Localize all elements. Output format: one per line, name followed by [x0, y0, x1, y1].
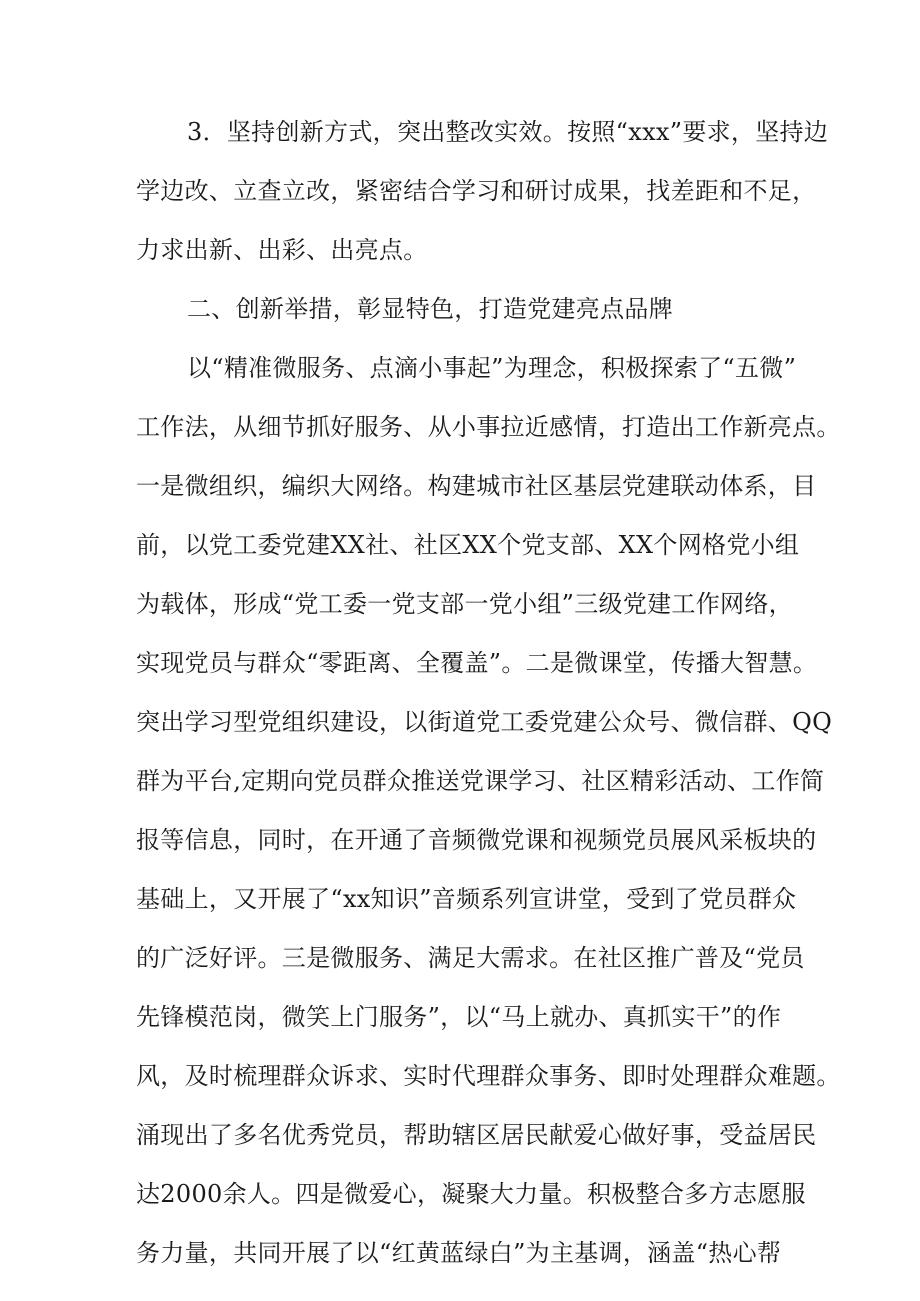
text-line: 力求出新、出彩、出亮点。	[136, 236, 428, 264]
text-line: 为载体，形成“党工委一党支部一党小组”三级党建工作网络，	[136, 590, 793, 618]
text-line: 达2000余人。四是微爱心，凝聚大力量。积极整合多方志愿服	[136, 1180, 806, 1208]
text-line: 工作法，从细节抓好服务、从小事拉近感情，打造出工作新亮点。	[136, 413, 841, 441]
text-line: 先锋模范岗，微笑上门服务”，以“马上就办、真抓实干”的作	[136, 1003, 782, 1031]
text-line: 群为平台,定期向党员群众推送党课学习、社区精彩活动、工作简	[136, 767, 825, 795]
text-line: 前，以党工委党建XX社、社区XX个党支部、XX个网格党小组	[136, 531, 800, 559]
section-heading: 二、创新举措，彰显特色，打造党建亮点品牌	[187, 295, 673, 323]
text-line: 涌现出了多名优秀党员，帮助辖区居民献爱心做好事，受益居民	[136, 1121, 817, 1149]
text-line: 实现党员与群众“零距离、全覆盖”。二是微课堂，传播大智慧。	[136, 649, 818, 677]
text-line: 风，及时梳理群众诉求、实时代理群众事务、即时处理群众难题。	[136, 1062, 841, 1090]
text-line: 学边改、立查立改，紧密结合学习和研讨成果，找差距和不足，	[136, 177, 817, 205]
text-line: 的广泛好评。三是微服务、满足大需求。在社区推广普及“党员	[136, 944, 805, 972]
text-line: 务力量，共同开展了以“红黄蓝绿白”为主基调，涵盖“热心帮	[136, 1239, 782, 1267]
text-line: 以“精准微服务、点滴小事起”为理念，积极探索了“五微”	[187, 354, 797, 382]
text-line: 突出学习型党组织建设，以街道党工委党建公众号、微信群、QQ	[136, 708, 833, 736]
text-line: 一是微组织，编织大网络。构建城市社区基层党建联动体系，目	[136, 472, 817, 500]
text-line: 报等信息，同时，在开通了音频微党课和视频党员展风采板块的	[136, 826, 817, 854]
text-line: 基础上，又开展了“xx知识”音频系列宣讲堂，受到了党员群众	[136, 885, 797, 913]
text-line: 3．坚持创新方式，突出整改实效。按照“xxx”要求，坚持边	[187, 118, 829, 146]
